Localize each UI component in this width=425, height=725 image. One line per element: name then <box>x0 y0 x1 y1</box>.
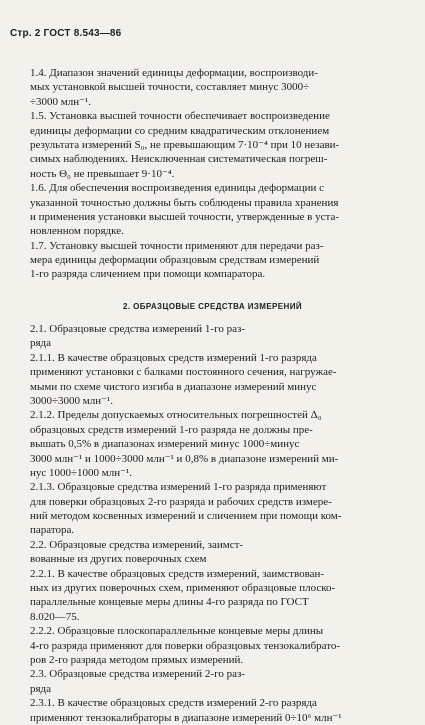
text-line: 1.4. Диапазон значений единицы деформации, воспроизводи- <box>30 67 318 79</box>
text-line: 3000 млн⁻¹ и 1000÷3000 млн⁻¹ и 0,8% в диапазоне измерений ми- <box>30 452 339 465</box>
text-line: параллельные концевые меры длины 4-го разряда по ГОСТ <box>30 596 309 609</box>
text-line: мера единицы деформации образцовым средствам измерений <box>30 254 320 267</box>
text-line: применяют установки с балками постоянного сечения, нагружае- <box>30 366 337 379</box>
text-line: ряда <box>30 337 52 350</box>
text-line: результата измерений S₀, не превышающим 7·10⁻⁴ при 10 незави- <box>30 138 340 151</box>
text-line: ряда <box>30 682 52 695</box>
text-line: образцовых средств измерений 1-го разряда не должны пре- <box>30 423 313 436</box>
text-line: 2.3.1. В качестве образцовых средств измерений 2-го разряда <box>30 697 317 710</box>
text-line: 2.2. Образцовые средства измерений, заимст- <box>30 538 244 551</box>
text-line: вышать 0,5% в диапазонах измерений минус 1000÷минус <box>30 438 300 451</box>
text-line: 2.2.1. В качестве образцовых средств измерений, заимствован- <box>30 567 325 580</box>
text-line: 2.1.2. Пределы допускаемых относительных погрешностей Δ₀ <box>30 409 322 422</box>
text-line: для поверки образцовых 2-го разряда и рабочих средств измере- <box>30 495 332 508</box>
text-line: мых установкой высшей точности, составляет минус 3000÷ <box>30 81 310 94</box>
text-line: симых наблюдениях. Неисключенная систематическая погреш- <box>30 153 328 166</box>
text-line: 2.1.1. В качестве образцовых средств измерений 1-го разряда <box>30 351 317 364</box>
text-line: и применения установки высшей точности, утвержденные в уста- <box>30 210 339 223</box>
section-heading: 2. ОБРАЗЦОВЫЕ СРЕДСТВА ИЗМЕРЕНИЙ <box>122 302 303 311</box>
text-line: 1-го разряда сличением при помощи компаратора. <box>30 268 266 281</box>
text-line: 2.2.2. Образцовые плоскопараллельные концевые меры длины <box>30 625 324 638</box>
text-line: ÷3000 млн⁻¹. <box>30 95 91 108</box>
text-line: 1.6. Для обеспечения воспроизведения единицы деформации с <box>30 182 325 195</box>
text-line: 2.3. Образцовые средства измерений 2-го раз- <box>30 668 245 681</box>
text-line: ность Θ₀ не превышает 9·10⁻⁴. <box>30 167 175 180</box>
page-header: Стр. 2 ГОСТ 8.543—86 <box>10 28 122 39</box>
text-line: ний методом косвенных измерений и сличением при помощи ком- <box>30 510 342 523</box>
text-line: ных из других поверочных схем, применяют образцовые плоско- <box>30 582 336 595</box>
text-line: мыми по схеме чистого изгиба в диапазоне измерений минус <box>30 380 317 393</box>
text-line: применяют тензокалибраторы в диапазоне измерений 0÷10⁶ млн⁻¹ <box>30 711 342 724</box>
text-line: единицы деформации со средним квадратическим отклонением <box>30 124 330 137</box>
text-line: 2.1.3. Образцовые средства измерений 1-го разряда применяют <box>30 481 327 494</box>
text-line: новленном порядке. <box>30 225 124 238</box>
text-line: паратора. <box>30 524 75 537</box>
text-line: указанной точностью должны быть соблюдены правила хранения <box>30 196 339 209</box>
text-line: 1.5. Установка высшей точности обеспечивает воспроизведение <box>30 110 330 123</box>
text-line: 8.020—75. <box>30 610 80 623</box>
text-line: 4-го разряда применяют для поверки образцовых тензокалибрато- <box>30 639 341 652</box>
text-line: вованные из других поверочных схем <box>30 553 207 566</box>
text-line: ров 2-го разряда методом прямых измерений. <box>30 653 244 666</box>
section-1-text <box>30 66 398 282</box>
section-2-text <box>30 322 398 725</box>
text-line: 2.1. Образцовые средства измерений 1-го раз- <box>30 323 245 335</box>
text-line: 3000÷3000 млн⁻¹. <box>30 394 113 407</box>
text-line: 1.7. Установку высшей точности применяют для передачи раз- <box>30 239 324 252</box>
text-line: нус 1000÷1000 млн⁻¹. <box>30 466 132 479</box>
